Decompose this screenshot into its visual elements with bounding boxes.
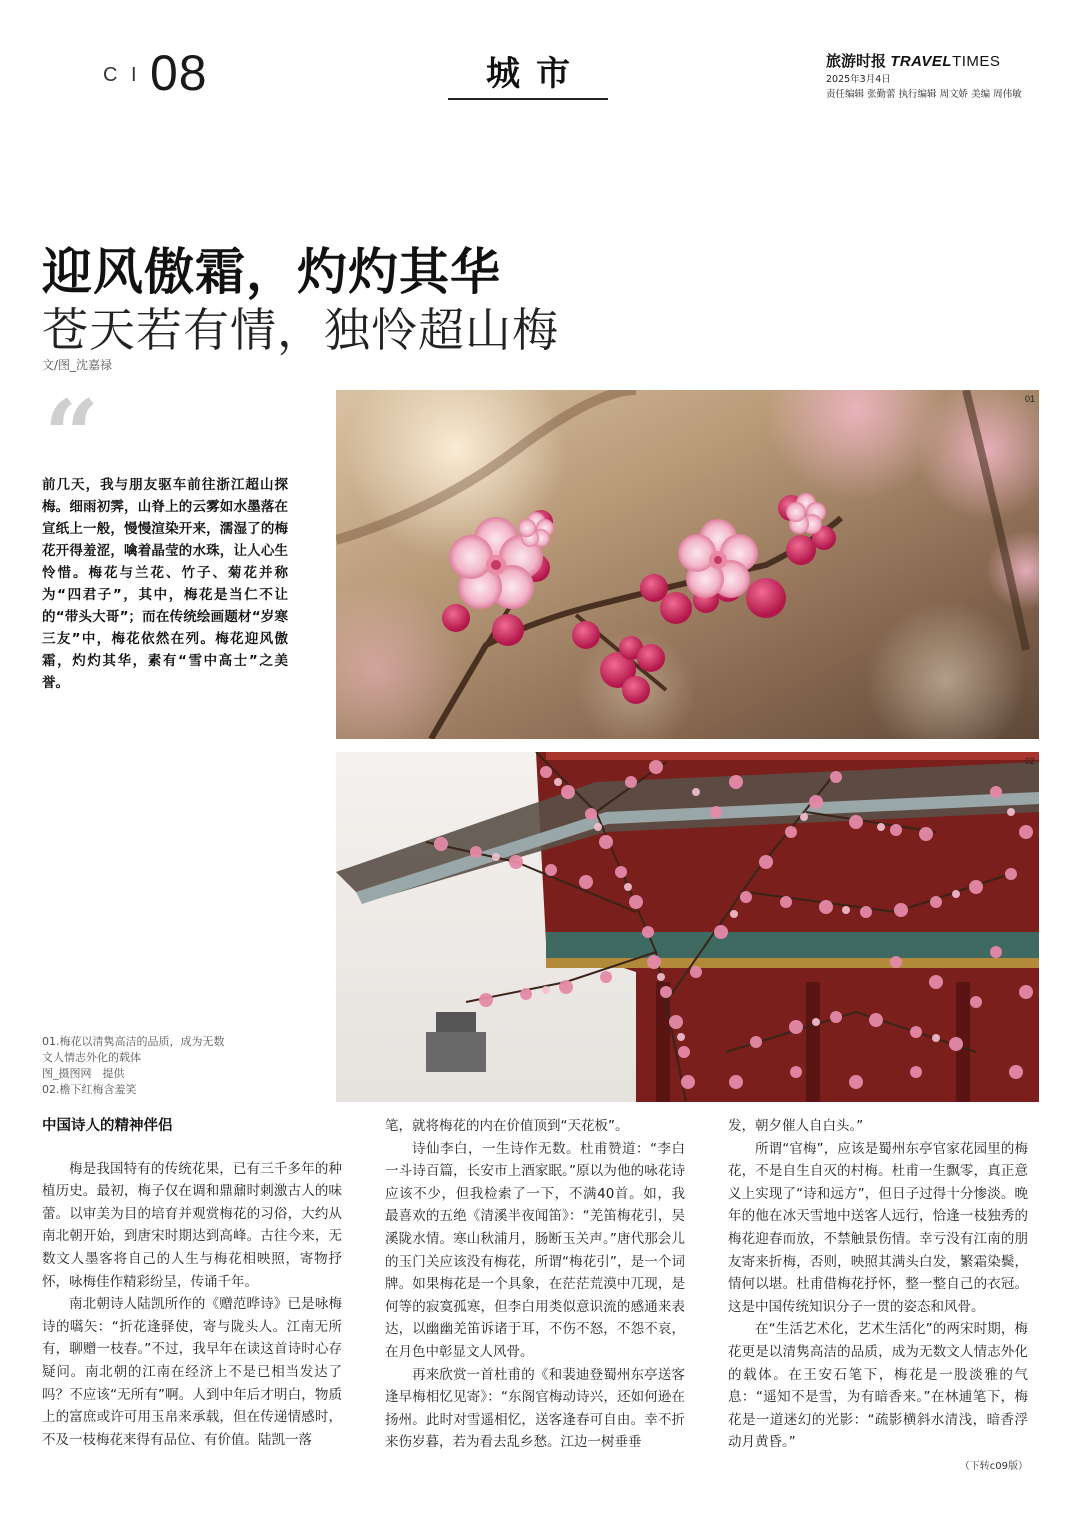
eaves-plum-tree-image [336,752,1039,1102]
section-title-rule [448,98,608,100]
photo-2-number: 02 [1024,756,1035,766]
caption-line: 02.檐下红梅含羞笑 [42,1083,137,1096]
body-paragraph-continuation: 发，朝夕催人自白头。” [728,1118,864,1134]
caption-line: 01.梅花以清隽高洁的品质，成为无数 [42,1035,225,1048]
headline: 迎风傲霜，灼灼其华 [42,242,501,301]
section-code: C I [103,64,141,86]
continued-on-page-note: （下转c09版） [959,1460,1028,1472]
body-column-2 [385,1115,685,1454]
masthead-brand-en-light: TIMES [952,53,1001,70]
editors-credit: 责任编辑 张勤蕾 执行编辑 周文娇 美编 周伟敏 [826,89,1022,100]
masthead-brand-cn: 旅游时报 [826,53,887,70]
body-paragraph: 梅是我国特有的传统花果，已有三千多年的种植历史。最初，梅子仅在调和鼎鼐时刺激古人的味蕾。以审美为目的培育并观赏梅花的习俗，大约从南北朝开始，到唐宋时期达到高峰。古往今来，无数文人墨客将自己的人生与梅花相映照，寄物抒怀，咏梅佳作精彩纷呈，传诵千年。 [42,1160,342,1290]
body-paragraph: 再来欣赏一首杜甫的《和裴迪登蜀州东亭送客逢早梅相忆见寄》：“东阁官梅动诗兴，还如何逊在扬州。此时对雪遥相忆，送客逢春可自由。幸不折来伤岁暮，若为看去乱乡愁。江边一树垂垂 [385,1366,685,1451]
body-paragraph: 所谓“官梅”，应该是蜀州东亭官家花园里的梅花，不是自生自灭的村梅。杜甫一生飘零，真正意义上实现了“诗和远方”，但日子过得十分惨淡。晚年的他在冰天雪地中送客人远行，恰逢一枝独秀的梅花迎春而放，不禁触景伤情。幸亏没有江南的朋友寄来折梅，否则，映照其满头白发，繁霜染鬓，情何以堪。杜甫借梅花抒怀，整一整自己的衣冠。这是中国传统知识分子一贯的姿态和风骨。 [728,1140,1028,1315]
body-paragraph-continuation: 笔，就将梅花的内在价值顶到“天花板”。 [385,1118,629,1134]
photo-plum-blossom-closeup [336,390,1039,739]
body-column-3 [728,1115,1028,1479]
page-number: 08 [150,45,208,101]
masthead-brand-en-bold: TRAVEL [890,53,953,70]
photo-1-number: 01 [1024,394,1035,404]
body-paragraph: 诗仙李白，一生诗作无数。杜甫赞道：“李白一斗诗百篇，长安市上酒家眠。”原以为他的咏花诗应该不少，但我检索了一下，不满40首。如，我最喜欢的五绝《清溪半夜闻笛》：“羌笛梅花引，吴溪陇水情。寒山秋浦月，肠断玉关声。”唐代那会儿的玉门关应该没有梅花，所谓“梅花引”，是一个词牌。如果梅花是一个具象，在茫茫荒漠中兀现，是何等的寂寞孤寒，但李白用类似意识流的感通来表达，以幽幽羌笛诉诸于耳，不伤不怒，不怨不哀，在月色中彰显文人风骨。 [385,1140,685,1360]
subheadline: 苍天若有情，独怜超山梅 [42,303,559,357]
masthead-brand-en [890,53,1000,70]
body-column-1 [42,1115,342,1451]
plum-blossom-closeup-image [336,390,1039,739]
byline: 文/图_沈嘉禄 [42,358,113,372]
photo-caption [42,1034,302,1098]
section-heading: 中国诗人的精神伴侣 [42,1118,173,1134]
photo-eaves-plum-tree [336,752,1039,1102]
body-paragraph: 南北朝诗人陆凯所作的《赠范晔诗》已是咏梅诗的嚆矢：“折花逢驿使，寄与陇头人。江南无所有，聊赠一枝春。”不过，我早年在读这首诗时心存疑问。南北朝的江南在经济上不是已相当发达了吗？不应该“无所有”啊。人到中年后才明白，物质上的富庶或许可用玉帛来承载，但在传递情感时，不及一枝梅花来得有品位、有价值。陆凯一落 [42,1296,342,1448]
section-title: 城市 [486,54,586,94]
caption-line: 文人情志外化的载体 [42,1051,141,1064]
lead-paragraph: 前几天，我与朋友驱车前往浙江超山探梅。细雨初霁，山脊上的云雾如水墨落在宣纸上一般，慢慢渲染开来，濡湿了的梅花开得羞涩，噙着晶莹的水珠，让人心生怜惜。梅花与兰花、竹子、菊花并称为“四君子”，其中，梅花是当仁不让的“带头大哥”；而在传统绘画题材“岁寒三友”中，梅花依然在列。梅花迎风傲霜，灼灼其华，素有“雪中高士”之美誉。 [42,477,288,691]
caption-credit: 图_摄图网 提供 [42,1067,125,1080]
quote-mark-icon: “ [44,379,100,492]
masthead [826,50,1000,71]
body-paragraph: 在“生活艺术化，艺术生活化”的两宋时期，梅花更是以清隽高洁的品质，成为无数文人情志外化的载体。在王安石笔下，梅花是一股淡雅的气息：“遥知不是雪，为有暗香来。”在林逋笔下，梅花是一道迷幻的光影：“疏影横斜水清浅，暗香浮动月黄昏。” [728,1321,1028,1451]
dateline: 2025年3月4日 [826,74,891,85]
